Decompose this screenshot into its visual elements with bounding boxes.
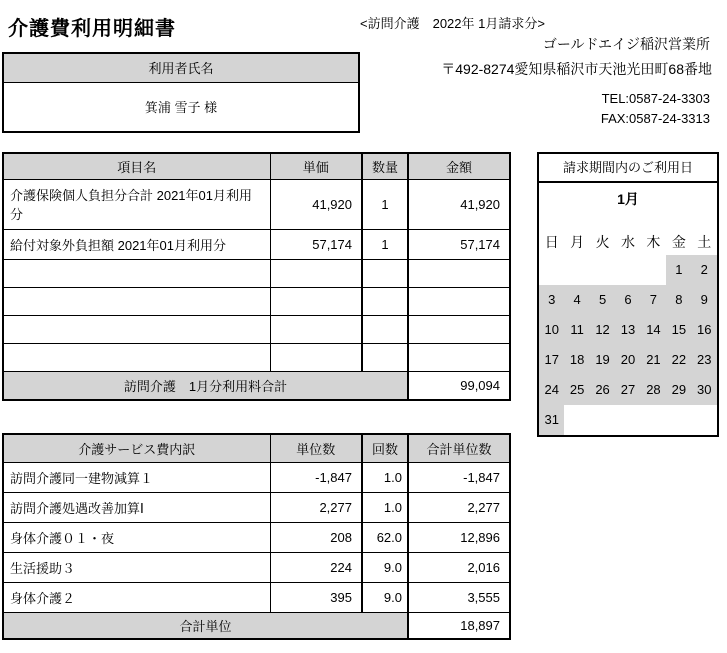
col-header-amount: 金額	[408, 153, 510, 179]
items-total-row	[3, 371, 510, 400]
calendar-day-cell: 26	[590, 375, 615, 405]
col-header-unit-price: 単価	[270, 153, 362, 179]
table-row	[3, 259, 510, 287]
item-amount	[408, 315, 510, 343]
items-total-amount: 99,094	[408, 371, 510, 400]
service-count: 1.0	[362, 492, 408, 522]
item-quantity	[362, 343, 408, 371]
calendar-day-cell: 17	[539, 345, 564, 375]
service-breakdown-table	[2, 433, 511, 640]
billing-items-table	[2, 152, 511, 401]
service-name: 身体介護２	[3, 582, 270, 612]
page-title: 介護費利用明細書	[8, 18, 176, 40]
table-row	[3, 315, 510, 343]
calendar-day-cell: 28	[641, 375, 666, 405]
calendar-day-cell: 14	[641, 315, 666, 345]
calendar-day-cell: 23	[692, 345, 717, 375]
service-units: 208	[270, 522, 362, 552]
calendar-weekday-label: 日	[544, 234, 559, 250]
item-name	[3, 315, 270, 343]
calendar-day-cell: 29	[666, 375, 691, 405]
item-amount	[408, 259, 510, 287]
table-row	[3, 462, 510, 492]
calendar-day-cell: 4	[564, 285, 589, 315]
calendar-day-cell: 27	[615, 375, 640, 405]
calendar-day-cell: 16	[692, 315, 717, 345]
service-total-row	[3, 612, 510, 639]
calendar-weekday-label: 火	[595, 234, 610, 250]
item-quantity: 1	[362, 229, 408, 259]
calendar-day-cell: 2	[692, 255, 717, 285]
calendar-grid	[539, 229, 717, 435]
calendar-empty-cell	[641, 405, 666, 435]
service-name: 身体介護０１・夜	[3, 522, 270, 552]
calendar-empty-cell	[564, 255, 589, 285]
col-header-count: 回数	[362, 434, 408, 462]
items-total-label: 訪問介護 1月分利用料合計	[3, 371, 408, 400]
user-name-header: 利用者氏名	[3, 53, 359, 82]
calendar-title: 請求期間内のご利用日	[539, 154, 717, 183]
calendar-day-cell: 13	[615, 315, 640, 345]
calendar-empty-cell	[564, 405, 589, 435]
calendar-day-cell: 18	[564, 345, 589, 375]
calendar-day-cell: 15	[666, 315, 691, 345]
calendar-day-cell: 31	[539, 405, 564, 435]
col-header-item-name: 項目名	[3, 153, 270, 179]
item-name	[3, 259, 270, 287]
calendar-day-cell: 30	[692, 375, 717, 405]
service-total-units: 2,277	[408, 492, 510, 522]
calendar-day-cell: 1	[666, 255, 691, 285]
item-unit-price: 41,920	[270, 179, 362, 229]
calendar-day-cell: 9	[692, 285, 717, 315]
calendar-empty-cell	[666, 405, 691, 435]
calendar-month-label: 1月	[617, 191, 639, 207]
calendar-day-cell: 25	[564, 375, 589, 405]
item-name: 給付対象外負担額 2021年01月利用分	[3, 229, 270, 259]
item-name: 介護保険個人負担分合計 2021年01月利用分	[3, 179, 270, 229]
user-name-value: 箕浦 雪子 様	[3, 82, 359, 132]
service-total-units-value: 18,897	[408, 612, 510, 639]
calendar-weekday-label: 水	[620, 234, 635, 250]
item-amount: 57,174	[408, 229, 510, 259]
service-count: 1.0	[362, 462, 408, 492]
calendar-day-cell: 5	[590, 285, 615, 315]
item-unit-price	[270, 259, 362, 287]
calendar-empty-cell	[590, 405, 615, 435]
calendar-day-cell: 22	[666, 345, 691, 375]
service-total-units: 2,016	[408, 552, 510, 582]
calendar-day-cell: 12	[590, 315, 615, 345]
calendar-day-cell: 21	[641, 345, 666, 375]
service-name: 訪問介護処遇改善加算Ⅰ	[3, 492, 270, 522]
item-unit-price	[270, 287, 362, 315]
item-unit-price: 57,174	[270, 229, 362, 259]
col-header-service-breakdown: 介護サービス費内訳	[3, 434, 270, 462]
billing-period-label: <訪問介護 2022年 1月請求分>	[360, 16, 545, 31]
calendar-day-cell: 19	[590, 345, 615, 375]
calendar-empty-cell	[590, 255, 615, 285]
calendar-empty-cell	[692, 405, 717, 435]
service-total-label: 合計単位	[3, 612, 408, 639]
service-name: 生活援助３	[3, 552, 270, 582]
table-row	[3, 179, 510, 229]
col-header-quantity: 数量	[362, 153, 408, 179]
calendar-weekday-label: 土	[697, 234, 712, 250]
calendar-day-cell: 6	[615, 285, 640, 315]
item-name	[3, 343, 270, 371]
item-quantity	[362, 287, 408, 315]
office-fax: FAX:0587-24-3313	[600, 111, 710, 126]
item-name	[3, 287, 270, 315]
item-quantity: 1	[362, 179, 408, 229]
calendar-weekday-label: 木	[646, 234, 661, 250]
service-count: 62.0	[362, 522, 408, 552]
item-quantity	[362, 315, 408, 343]
calendar-empty-cell	[615, 255, 640, 285]
calendar-weekday-label: 金	[671, 234, 686, 250]
service-units: -1,847	[270, 462, 362, 492]
table-row	[3, 287, 510, 315]
table-row	[3, 522, 510, 552]
service-total-units: 12,896	[408, 522, 510, 552]
item-amount	[408, 287, 510, 315]
service-total-units: 3,555	[408, 582, 510, 612]
col-header-total-units: 合計単位数	[408, 434, 510, 462]
item-amount: 41,920	[408, 179, 510, 229]
table-row	[3, 582, 510, 612]
table-row	[3, 492, 510, 522]
office-name: ゴールドエイジ稲沢営業所	[542, 36, 710, 52]
item-unit-price	[270, 315, 362, 343]
calendar-day-cell: 10	[539, 315, 564, 345]
calendar-day-cell: 8	[666, 285, 691, 315]
item-amount	[408, 343, 510, 371]
service-units: 224	[270, 552, 362, 582]
calendar-day-cell: 11	[564, 315, 589, 345]
calendar-day-cell: 24	[539, 375, 564, 405]
calendar-day-cell: 7	[641, 285, 666, 315]
service-units: 2,277	[270, 492, 362, 522]
calendar-empty-cell	[615, 405, 640, 435]
service-count: 9.0	[362, 582, 408, 612]
user-name-table	[2, 52, 360, 133]
office-tel: TEL:0587-24-3303	[601, 91, 710, 106]
service-total-units: -1,847	[408, 462, 510, 492]
calendar-day-cell: 20	[615, 345, 640, 375]
service-count: 9.0	[362, 552, 408, 582]
service-units: 395	[270, 582, 362, 612]
calendar-empty-cell	[641, 255, 666, 285]
table-row	[3, 552, 510, 582]
table-row	[3, 229, 510, 259]
office-address: 〒492-8274愛知県稲沢市天池光田町68番地	[441, 61, 712, 77]
service-name: 訪問介護同一建物減算１	[3, 462, 270, 492]
item-quantity	[362, 259, 408, 287]
item-unit-price	[270, 343, 362, 371]
calendar-day-cell: 3	[539, 285, 564, 315]
calendar-weekday-label: 月	[570, 234, 585, 250]
col-header-units: 単位数	[270, 434, 362, 462]
calendar-empty-cell	[539, 255, 564, 285]
usage-calendar	[537, 152, 719, 437]
table-row	[3, 343, 510, 371]
